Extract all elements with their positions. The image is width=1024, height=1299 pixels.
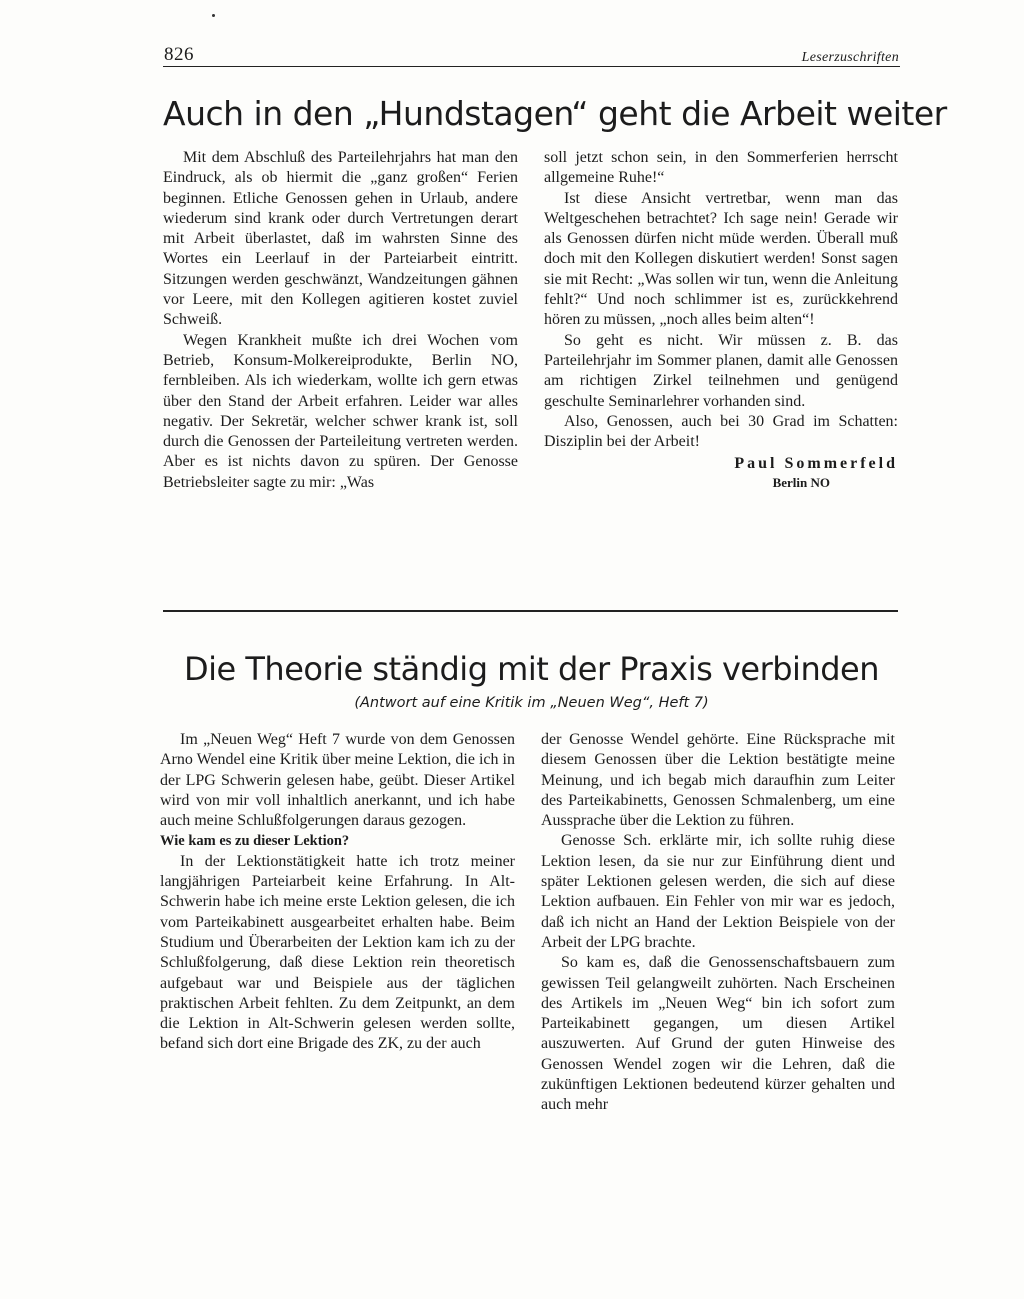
page-number: 826 bbox=[164, 44, 194, 65]
article2-paragraph: der Genosse Wendel gehörte. Eine Rücksprache mit diesem Genossen über die Lektion bestätigte meine Meinung, und ich begab mich daraufhin zum Leiter des Parteikabinetts, Genossen Schmalenberg, um eine Aussprache über die Lektion zu führen. bbox=[541, 731, 895, 830]
article1-right-column bbox=[544, 148, 898, 491]
article2-paragraph: Genosse Sch. erklärte mir, ich sollte ruhig diese Lektion lesen, da sie nur zur Einführung dient und später Lektionen gelesen werden, die sich auf diese Lektion aufbauen. Ein Fehler von mir war es jedoch, daß ich nicht an Hand der Lektion Beispiele von der Arbeit der LPG brachte. bbox=[541, 832, 895, 951]
article1-paragraph: Mit dem Abschluß des Parteilehrjahrs hat man den Eindruck, als ob hiermit die „ganz großen“ Ferien beginnen. Etliche Genossen gehen in Urlaub, andere wiederum sind krank oder durch Vertretungen derart mit Arbeit überlastet, daß im wahrsten Sinne des Wortes ein Leerlauf in der Parteiarbeit eintritt. Sitzungen werden geschwänzt, Wandzeitungen gähnen vor Leere, mit den Kollegen agitieren kostet zuviel Schweiß. bbox=[163, 149, 518, 329]
article1-paragraph: So geht es nicht. Wir müssen z. B. das Parteilehrjahr im Sommer planen, damit alle Genossen am richtigen Zirkel teilnehmen und genügend geschulte Seminarlehrer vorhanden sind. bbox=[544, 331, 898, 410]
article2-subtitle: (Antwort auf eine Kritik im „Neuen Weg“, Heft 7) bbox=[354, 695, 709, 711]
article1-title: Auch in den „Hundstagen“ geht die Arbeit weiter bbox=[163, 94, 947, 133]
section-heading: Wie kam es zu dieser Lektion? bbox=[160, 833, 350, 850]
article2-paragraph: So kam es, daß die Genossenschaftsbauern zum gewissen Teil gelangweilt zuhörten. Nach Erscheinen des Artikels im „Neuen Weg“ bin ich sofort zum Parteikabinett gegangen, um diesen Artikel auszuwerten. Auf Grund der guten Hinweise des Genossen Wendel zogen wir die Lehren, daß die zukünftigen Lektionen bedeutend kürzer gehalten und auch mehr bbox=[541, 954, 895, 1114]
running-head: Leserzuschriften bbox=[801, 50, 899, 65]
article-divider bbox=[163, 610, 898, 612]
article2-title: Die Theorie ständig mit der Praxis verbinden bbox=[183, 650, 879, 688]
author-place: Berlin NO bbox=[772, 474, 830, 490]
article2-paragraph: Im „Neuen Weg“ Heft 7 wurde von dem Genossen Arno Wendel eine Kritik über meine Lektion, die ich in der LPG Schwerin gelesen habe, geübt. Dieser Artikel wird von mir voll inhaltlich anerkannt, und ich habe auch meine Schlußfolgerungen daraus gezogen. bbox=[160, 731, 515, 830]
speck bbox=[212, 14, 215, 17]
article1-paragraph: soll jetzt schon sein, in den Sommerferien herrscht allgemeine Ruhe!“ bbox=[544, 149, 898, 187]
article2-paragraph: In der Lektionstätigkeit hatte ich trotz meiner langjährigen Parteiarbeit keine Erfahrung. In Alt-Schwerin habe ich meine erste Lektion gelesen, die ich vom Parteikabinett ausgearbeitet erhalten habe. Beim Studium und Überarbeiten der Lektion kam ich zu der Schlußfolgerung, daß diese Lektion rein theoretisch aufgebaut war und Beispiele aus der täglichen praktischen Arbeit fehlten. Zu dem Zeitpunkt, an dem die Lektion in Alt-Schwerin gelesen werden sollte, befand sich dort eine Brigade des ZK, zu der auch bbox=[160, 852, 515, 1053]
header-rule bbox=[163, 66, 900, 67]
article1-paragraph: Also, Genossen, auch bei 30 Grad im Schatten: Disziplin bei der Arbeit! bbox=[544, 412, 898, 451]
article1-paragraph: Wegen Krankheit mußte ich drei Wochen vom Betrieb, Konsum-Molkereiprodukte, Berlin NO, fernbleiben. Als ich wiederkam, wollte ich gern etwas über den Stand der Arbeit erfahren. Leider war alles negativ. Der Sekretär, welcher schwer krank ist, soll durch die Genossen der Parteileitung vertreten werden. Aber es ist nichts davon zu spüren. Der Genosse Betriebsleiter sagte zu mir: „Was bbox=[163, 331, 518, 491]
article1-paragraph: Ist diese Ansicht vertretbar, wenn man das Weltgeschehen betrachtet? Ich sage nein! Gerade wir als Genossen dürfen nicht müde werden. Überall muß doch mit den Kollegen diskutiert werden! Sonst sagen sie mit Recht: „Was sollen wir tun, wenn die Anleitung fehlt?“ Und noch schlimmer ist es, zurückkehrend hören zu müssen, „noch alles beim alten“! bbox=[544, 189, 898, 329]
article2-right-column bbox=[541, 730, 895, 1116]
article1-left-column bbox=[163, 148, 518, 493]
article2-left-column bbox=[160, 730, 515, 1055]
author-name: Paul Sommerfeld bbox=[734, 455, 898, 473]
